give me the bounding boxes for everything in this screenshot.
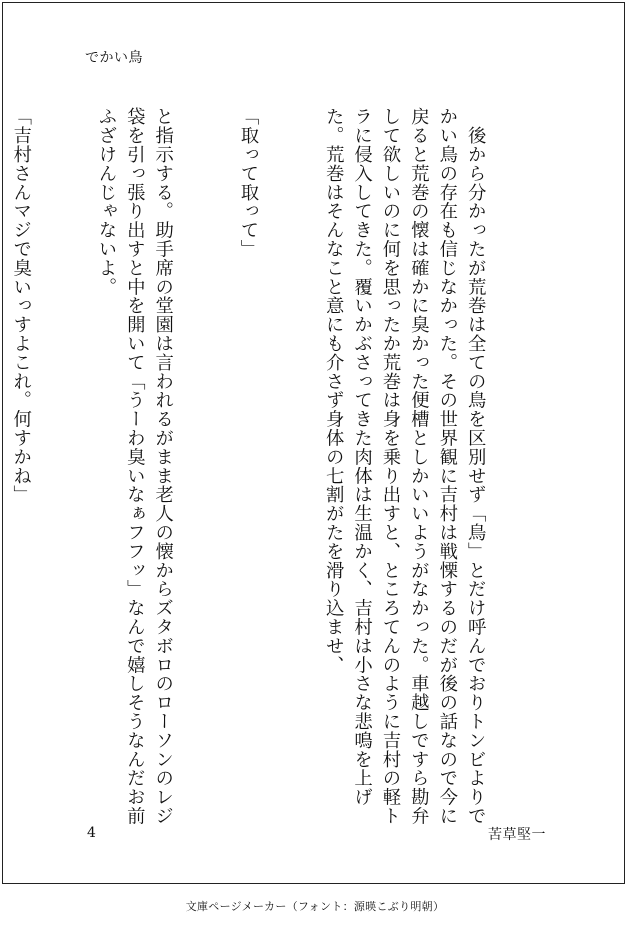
page-number: 4 — [87, 825, 96, 841]
paragraph: と指示する。助手席の堂園は言われるがまま老人の懐からズタボロのローソンのレジ袋を引っ張り出すと中を開いて「うーわ臭いなぁフフッ」なんで嬉しそうなんだお前ふざけんじゃないよ。 — [95, 107, 174, 826]
author-name: 苦草堅一 — [488, 827, 546, 843]
running-title: でかい鳥 — [85, 50, 143, 66]
paragraph: 「取って取って」 — [237, 107, 259, 259]
generator-credit: 文庫ページメーカー（フォント：源暎こぶり明朝） — [185, 900, 445, 913]
paragraph: 「吉村さんマジで臭いっすよこれ。何すかね」 — [10, 107, 32, 504]
paragraph: 後から分かったが荒巻は全ての鳥を区別せず「鳥」とだけ呼んでおりトンビよりでかい鳥の存在も信じなかった。その世界観に吉村は戦慄するのだが後の話なので今に戻ると荒巻の懐は確かに臭かった便槽としかいいようがなかった。車越しですら勘弁して欲しいのに何を思ったか荒巻は身を乗り出すと、ところてんのように吉村の軽トラに侵入してきた。覆いかぶさってきた肉体は生温かく、吉村は小さな悲鳴を上げた。荒巻はそんなこと意にも介さず身体の七割がたを滑り込ませ、 — [323, 107, 487, 826]
book-page — [2, 2, 625, 884]
vertical-body-text — [0, 107, 546, 827]
